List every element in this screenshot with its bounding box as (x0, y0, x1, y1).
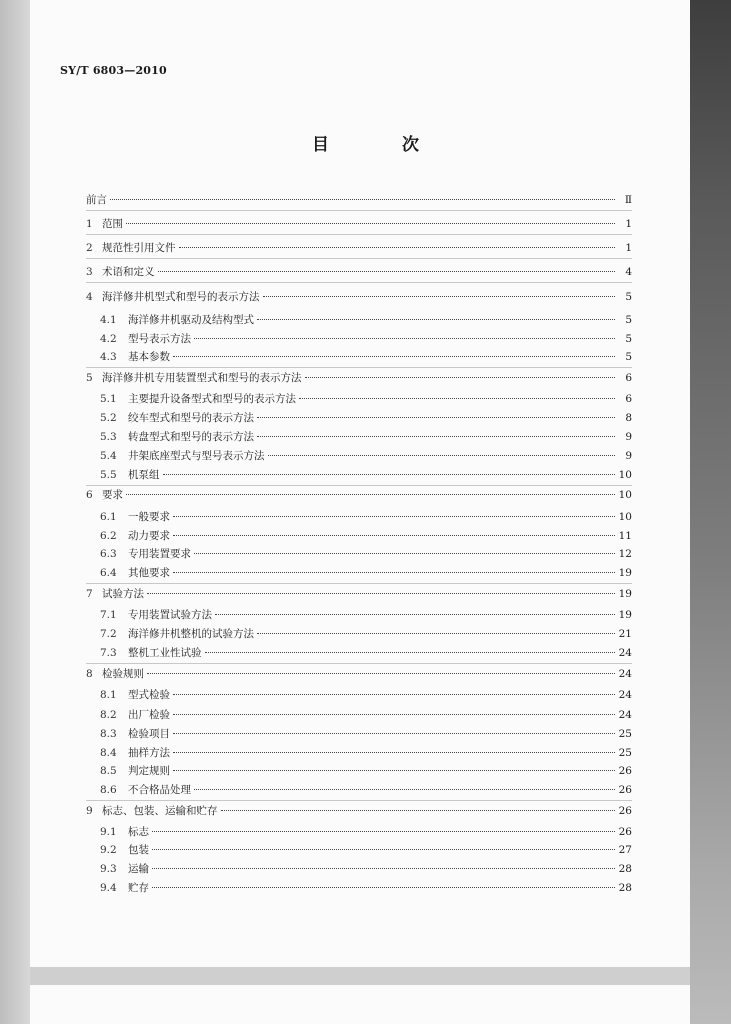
toc-separator-rule (86, 234, 632, 235)
toc-entry-page-number: 26 (618, 765, 632, 777)
toc-entry-page-number: 11 (618, 530, 632, 542)
toc-entry-title: 规范性引用文件 (102, 242, 176, 254)
toc-entry (86, 546, 632, 562)
standard-code: SY/T 6803—2010 (60, 64, 167, 77)
toc-entry-title: 型号表示方法 (128, 333, 191, 345)
toc-entry (86, 487, 632, 503)
toc-leader-dots (147, 673, 615, 674)
toc-entry-title: 包装 (128, 844, 149, 856)
toc-entry-number: 7.2 (100, 628, 117, 640)
toc-entry (86, 607, 632, 623)
toc-entry-page-number: 28 (618, 863, 632, 875)
next-page-edge (30, 985, 690, 1024)
toc-leader-dots (257, 436, 615, 437)
toc-separator-rule (86, 210, 632, 211)
toc-entry-title: 检验规则 (102, 668, 144, 680)
toc-leader-dots (221, 810, 616, 811)
toc-entry-title: 判定规则 (128, 765, 170, 777)
toc-entry (86, 331, 632, 347)
toc-entry-title: 转盘型式和型号的表示方法 (128, 431, 254, 443)
toc-entry-number: 1 (86, 218, 93, 230)
toc-entry-page-number: 5 (625, 333, 632, 345)
toc-entry-title: 海洋修井机型式和型号的表示方法 (102, 291, 260, 303)
toc-entry-number: 7.3 (100, 647, 117, 659)
toc-leader-dots (194, 789, 615, 790)
toc-entry-title: 专用装置试验方法 (128, 609, 212, 621)
toc-entry-page-number: 24 (618, 668, 632, 680)
toc-entry (86, 803, 632, 819)
toc-entry (86, 264, 632, 280)
toc-entry-page-number: 19 (618, 567, 632, 579)
toc-entry-title: 主要提升设备型式和型号的表示方法 (128, 393, 296, 405)
toc-leader-dots (173, 694, 615, 695)
toc-leader-dots (173, 714, 615, 715)
toc-entry-number: 9.3 (100, 863, 117, 875)
toc-entry-title: 海洋修井机整机的试验方法 (128, 628, 254, 640)
toc-entry-page-number: Ⅱ (624, 194, 632, 206)
toc-entry-title: 运输 (128, 863, 149, 875)
toc-entry (86, 726, 632, 742)
toc-entry (86, 626, 632, 642)
toc-entry-page-number: 5 (625, 351, 632, 363)
toc-entry (86, 192, 632, 208)
toc-entry-number: 9.2 (100, 844, 117, 856)
toc-leader-dots (215, 614, 615, 615)
toc-title: 目 次 (312, 135, 447, 155)
toc-entry-page-number: 6 (625, 393, 632, 405)
toc-entry-page-number: 9 (625, 431, 632, 443)
toc-entry-number: 6.4 (100, 567, 117, 579)
toc-entry-number: 3 (86, 266, 93, 278)
toc-entry-number: 7.1 (100, 609, 117, 621)
toc-entry (86, 707, 632, 723)
toc-leader-dots (263, 296, 616, 297)
toc-entry-page-number: 26 (618, 826, 632, 838)
toc-entry-page-number: 12 (618, 548, 632, 560)
toc-entry-title: 海洋修井机驱动及结构型式 (128, 314, 254, 326)
toc-leader-dots (147, 593, 615, 594)
toc-entry-page-number: 26 (618, 805, 632, 817)
toc-leader-dots (179, 247, 616, 248)
toc-entry-number: 8.6 (100, 784, 117, 796)
toc-entry-page-number: 10 (618, 469, 632, 481)
toc-separator-rule (86, 485, 632, 486)
toc-entry (86, 842, 632, 858)
toc-entry-page-number: 10 (618, 489, 632, 501)
toc-entry-number: 5.5 (100, 469, 117, 481)
toc-entry-title: 一般要求 (128, 511, 170, 523)
toc-leader-dots (257, 633, 615, 634)
toc-entry-title: 整机工业性试验 (128, 647, 202, 659)
toc-leader-dots (173, 752, 615, 753)
toc-entry-page-number: 25 (618, 747, 632, 759)
toc-leader-dots (126, 223, 615, 224)
toc-entry-title: 贮存 (128, 882, 149, 894)
toc-entry-page-number: 8 (625, 412, 632, 424)
toc-leader-dots (173, 356, 615, 357)
toc-entry (86, 240, 632, 256)
toc-leader-dots (257, 417, 615, 418)
toc-entry (86, 687, 632, 703)
toc-entry-number: 5.1 (100, 393, 117, 405)
toc-leader-dots (152, 849, 615, 850)
toc-entry-page-number: 10 (618, 511, 632, 523)
toc-entry-number: 8.1 (100, 689, 117, 701)
toc-entry (86, 349, 632, 365)
toc-entry-title: 要求 (102, 489, 123, 501)
toc-leader-dots (173, 733, 615, 734)
toc-entry-number: 5.2 (100, 412, 117, 424)
toc-entry-page-number: 21 (618, 628, 632, 640)
toc-entry (86, 391, 632, 407)
toc-entry-page-number: 6 (625, 372, 632, 384)
toc-entry-page-number: 25 (618, 728, 632, 740)
toc-leader-dots (163, 474, 616, 475)
toc-entry-number: 6.1 (100, 511, 117, 523)
toc-entry (86, 645, 632, 661)
toc-leader-dots (110, 199, 615, 200)
toc-separator-rule (86, 258, 632, 259)
toc-entry-page-number: 1 (625, 242, 632, 254)
toc-leader-dots (173, 572, 615, 573)
toc-leader-dots (173, 535, 615, 536)
toc-entry-title: 其他要求 (128, 567, 170, 579)
toc-entry-page-number: 27 (618, 844, 632, 856)
toc-entry (86, 586, 632, 602)
toc-entry (86, 448, 632, 464)
toc-leader-dots (152, 868, 615, 869)
toc-separator-rule (86, 663, 632, 664)
toc-leader-dots (257, 319, 615, 320)
toc-entry (86, 429, 632, 445)
toc-leader-dots (205, 652, 616, 653)
toc-entry (86, 289, 632, 305)
toc-entry-page-number: 4 (625, 266, 632, 278)
toc-entry-page-number: 28 (618, 882, 632, 894)
toc-entry-title: 不合格品处理 (128, 784, 191, 796)
toc-entry-number: 6.3 (100, 548, 117, 560)
toc-entry-page-number: 24 (618, 689, 632, 701)
toc-entry-title: 范围 (102, 218, 123, 230)
toc-entry (86, 509, 632, 525)
toc-entry-number: 9 (86, 805, 93, 817)
toc-entry (86, 824, 632, 840)
toc-entry-number: 4.2 (100, 333, 117, 345)
toc-leader-dots (299, 398, 615, 399)
toc-leader-dots (194, 553, 615, 554)
toc-entry-number: 8.2 (100, 709, 117, 721)
toc-entry-number: 9.4 (100, 882, 117, 894)
toc-entry (86, 467, 632, 483)
toc-entry (86, 216, 632, 232)
toc-entry-title: 型式检验 (128, 689, 170, 701)
toc-entry-number: 6 (86, 489, 93, 501)
toc-entry (86, 745, 632, 761)
toc-entry-number: 8.3 (100, 728, 117, 740)
toc-entry-title: 动力要求 (128, 530, 170, 542)
toc-entry-title: 基本参数 (128, 351, 170, 363)
toc-entry-number: 6.2 (100, 530, 117, 542)
toc-entry-number: 4.3 (100, 351, 117, 363)
toc-entry-number: 7 (86, 588, 93, 600)
toc-entry-title: 试验方法 (102, 588, 144, 600)
toc-entry (86, 880, 632, 896)
toc-separator-rule (86, 282, 632, 283)
toc-leader-dots (194, 338, 615, 339)
toc-leader-dots (173, 770, 615, 771)
toc-entry-title: 术语和定义 (102, 266, 155, 278)
toc-entry-page-number: 24 (618, 709, 632, 721)
toc-entry-number: 2 (86, 242, 93, 254)
toc-entry (86, 782, 632, 798)
toc-entry-page-number: 9 (625, 450, 632, 462)
toc-entry-page-number: 24 (618, 647, 632, 659)
toc-entry-number: 5.4 (100, 450, 117, 462)
toc-entry-number: 5.3 (100, 431, 117, 443)
toc-entry-page-number: 5 (625, 291, 632, 303)
toc-leader-dots (305, 377, 616, 378)
toc-entry-title: 标志 (128, 826, 149, 838)
toc-entry-title: 专用装置要求 (128, 548, 191, 560)
toc-leader-dots (126, 494, 615, 495)
toc-separator-rule (86, 800, 632, 801)
toc-entry-title: 抽样方法 (128, 747, 170, 759)
toc-leader-dots (173, 516, 615, 517)
toc-entry-page-number: 5 (625, 314, 632, 326)
toc-entry-title: 出厂检验 (128, 709, 170, 721)
toc-entry-page-number: 26 (618, 784, 632, 796)
toc-entry (86, 312, 632, 328)
toc-entry-title: 前言 (86, 194, 107, 206)
toc-entry-page-number: 1 (625, 218, 632, 230)
toc-leader-dots (158, 271, 616, 272)
toc-entry (86, 861, 632, 877)
toc-entry-title: 检验项目 (128, 728, 170, 740)
toc-entry (86, 528, 632, 544)
toc-separator-rule (86, 583, 632, 584)
toc-entry-number: 4 (86, 291, 93, 303)
toc-entry (86, 370, 632, 386)
toc-leader-dots (152, 831, 615, 832)
toc-entry-page-number: 19 (618, 609, 632, 621)
toc-entry-number: 8.4 (100, 747, 117, 759)
toc-entry-number: 4.1 (100, 314, 117, 326)
toc-entry-page-number: 19 (618, 588, 632, 600)
toc-entry-title: 海洋修井机专用装置型式和型号的表示方法 (102, 372, 302, 384)
toc-leader-dots (152, 887, 615, 888)
toc-entry-title: 井架底座型式与型号表示方法 (128, 450, 265, 462)
toc-entry (86, 410, 632, 426)
toc-entry-number: 5 (86, 372, 93, 384)
toc-entry-title: 绞车型式和型号的表示方法 (128, 412, 254, 424)
toc-entry (86, 763, 632, 779)
toc-entry (86, 565, 632, 581)
toc-entry-number: 9.1 (100, 826, 117, 838)
toc-separator-rule (86, 367, 632, 368)
toc-leader-dots (268, 455, 616, 456)
toc-entry (86, 666, 632, 682)
toc-entry-title: 机泵组 (128, 469, 160, 481)
toc-entry-title: 标志、包装、运输和贮存 (102, 805, 218, 817)
toc-entry-number: 8.5 (100, 765, 117, 777)
toc-entry-number: 8 (86, 668, 93, 680)
